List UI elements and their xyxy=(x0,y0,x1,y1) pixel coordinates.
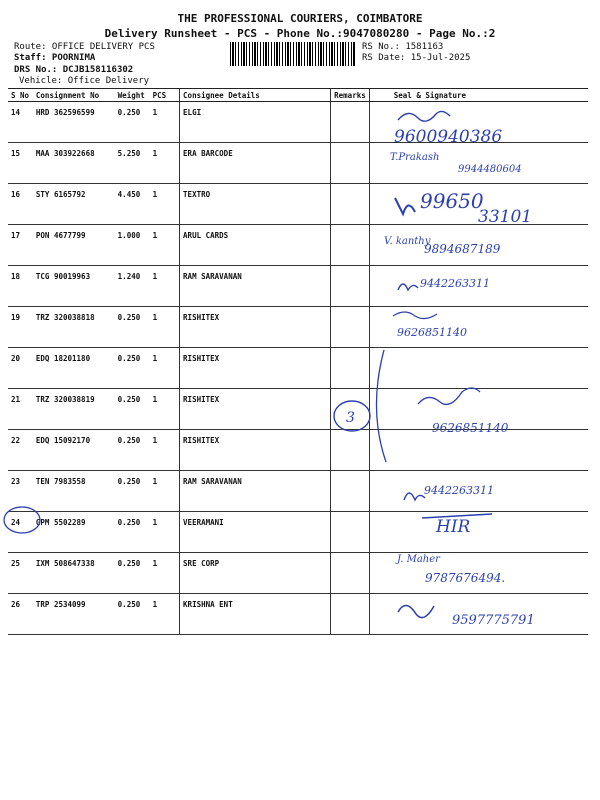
handwritten-number: 99650 xyxy=(420,189,484,213)
consignment-cell: IXM 508647338 xyxy=(33,553,115,594)
rs-date: RS Date: 15-Jul-2025 xyxy=(362,53,471,63)
consignment-cell: TEN 7983558 xyxy=(33,471,115,512)
bracket-mark xyxy=(376,350,386,462)
pcs-cell: 1 xyxy=(150,266,180,307)
vehicle-label: Vehicle: Office Delivery xyxy=(19,76,150,86)
company-title: THE PROFESSIONAL COURIERS, COIMBATORE xyxy=(177,12,423,25)
handwritten-phone: 9894687189 xyxy=(424,242,501,256)
weight-cell: 0.250 xyxy=(115,430,150,471)
circle-mark xyxy=(4,507,40,533)
consignment-cell: TRZ 320038818 xyxy=(33,307,115,348)
sno-cell: 26 xyxy=(8,594,33,635)
consignee-cell: RAM SARAVANAN xyxy=(180,266,331,307)
sno-cell: 15 xyxy=(8,143,33,184)
pcs-cell: 1 xyxy=(150,594,180,635)
consignment-cell: GPM 5502289 xyxy=(33,512,115,553)
handwritten-phone: 9626851140 xyxy=(397,326,467,339)
handwritten-phone: 9600940386 xyxy=(394,127,503,147)
signature-scribble xyxy=(395,198,415,214)
handwritten-phone: 9442263311 xyxy=(424,484,494,497)
pcs-cell: 1 xyxy=(150,143,180,184)
col-weight: Weight xyxy=(115,89,150,102)
consignee-cell: ELGI xyxy=(180,102,331,143)
pcs-cell: 1 xyxy=(150,471,180,512)
consignment-cell: TRP 2534099 xyxy=(33,594,115,635)
weight-cell: 0.250 xyxy=(115,307,150,348)
handwritten-name: V. kanthy xyxy=(384,236,431,247)
handwritten-name: J. Maher xyxy=(397,554,440,565)
consignee-cell: VEERAMANI xyxy=(180,512,331,553)
weight-cell: 1.000 xyxy=(115,225,150,266)
weight-cell: 0.250 xyxy=(115,389,150,430)
sno-cell: 17 xyxy=(8,225,33,266)
sno-cell: 23 xyxy=(8,471,33,512)
consignment-cell: PON 4677799 xyxy=(33,225,115,266)
sno-cell: 20 xyxy=(8,348,33,389)
consignment-cell: MAA 303922668 xyxy=(33,143,115,184)
weight-cell: 1.240 xyxy=(115,266,150,307)
signature-scribble xyxy=(398,111,450,121)
consignment-cell: HRD 362596599 xyxy=(33,102,115,143)
col-sno: S No xyxy=(8,89,33,102)
runsheet-subtitle: Delivery Runsheet - PCS - Phone No.:9047080280 - Page No.:2 xyxy=(104,27,496,40)
pcs-cell: 1 xyxy=(150,225,180,266)
handwritten-initials: HIR xyxy=(436,517,471,537)
weight-cell: 0.250 xyxy=(115,553,150,594)
signature-scribble xyxy=(398,284,418,290)
sno-cell: 16 xyxy=(8,184,33,225)
signature-scribble xyxy=(418,388,480,404)
consignee-cell: ARUL CARDS xyxy=(180,225,331,266)
consignee-cell: KRISHNA ENT xyxy=(180,594,331,635)
consignee-cell: RAM SARAVANAN xyxy=(180,471,331,512)
weight-cell: 4.450 xyxy=(115,184,150,225)
signature-scribble xyxy=(393,312,437,319)
drs-number: DRS No.: DCJB158116302 xyxy=(14,65,134,75)
sno-cell: 24 xyxy=(8,512,33,553)
sno-cell: 18 xyxy=(8,266,33,307)
col-pcs: PCS xyxy=(150,89,180,102)
handwritten-phone: 9442263311 xyxy=(420,277,490,290)
col-signature: Seal & Signature xyxy=(369,89,588,102)
col-consignment: Consignment No xyxy=(33,89,115,102)
consignee-cell: TEXTRO xyxy=(180,184,331,225)
sno-cell: 25 xyxy=(8,553,33,594)
consignee-cell: RISHITEX xyxy=(180,389,331,430)
sno-cell: 21 xyxy=(8,389,33,430)
weight-cell: 0.250 xyxy=(115,102,150,143)
consignment-cell: EDQ 15092170 xyxy=(33,430,115,471)
weight-cell: 0.250 xyxy=(115,594,150,635)
consignment-cell: TCG 90019963 xyxy=(33,266,115,307)
consignee-cell: SRE CORP xyxy=(180,553,331,594)
handwritten-phone: 9944480604 xyxy=(458,164,522,175)
sno-cell: 19 xyxy=(8,307,33,348)
handwritten-phone: 9597775791 xyxy=(452,613,535,628)
signature-scribble xyxy=(398,605,434,617)
pcs-cell: 1 xyxy=(150,512,180,553)
consignment-cell: TRZ 320038819 xyxy=(33,389,115,430)
pcs-cell: 1 xyxy=(150,389,180,430)
staff-label: Staff: POORNIMA xyxy=(14,53,96,63)
weight-cell: 5.250 xyxy=(115,143,150,184)
col-remarks: Remarks xyxy=(331,89,370,102)
consignee-cell: RISHITEX xyxy=(180,307,331,348)
handwritten-mark: 3 xyxy=(346,410,355,426)
route-label: Route: OFFICE DELIVERY PCS xyxy=(14,42,155,52)
handwritten-phone: 9787676494. xyxy=(425,571,506,585)
consignee-cell: RISHITEX xyxy=(180,348,331,389)
consignment-cell: STY 6165792 xyxy=(33,184,115,225)
handwritten-phone: 9626851140 xyxy=(432,421,509,435)
sno-cell: 22 xyxy=(8,430,33,471)
signature-scribble xyxy=(404,493,425,500)
pcs-cell: 1 xyxy=(150,307,180,348)
handwritten-name: T.Prakash xyxy=(390,152,440,163)
rs-number: RS No.: 1581163 xyxy=(362,42,444,52)
weight-cell: 0.250 xyxy=(115,512,150,553)
pcs-cell: 1 xyxy=(150,184,180,225)
sno-cell: 14 xyxy=(8,102,33,143)
consignee-cell: ERA BARCODE xyxy=(180,143,331,184)
pcs-cell: 1 xyxy=(150,553,180,594)
handwritten-number: 33101 xyxy=(478,207,533,227)
weight-cell: 0.250 xyxy=(115,348,150,389)
consignee-cell: RISHITEX xyxy=(180,430,331,471)
pcs-cell: 1 xyxy=(150,430,180,471)
col-consignee: Consignee Details xyxy=(180,89,331,102)
pcs-cell: 1 xyxy=(150,102,180,143)
pcs-cell: 1 xyxy=(150,348,180,389)
weight-cell: 0.250 xyxy=(115,471,150,512)
consignment-cell: EDQ 18201180 xyxy=(33,348,115,389)
